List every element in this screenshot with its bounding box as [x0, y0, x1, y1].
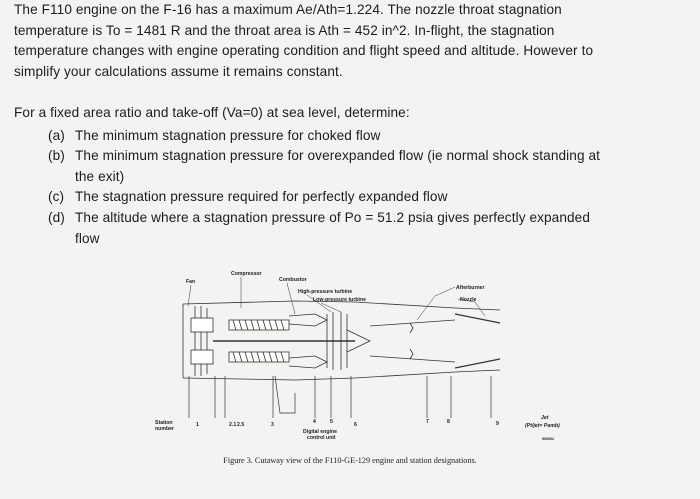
question-text-continued: the exit)	[75, 168, 125, 184]
figure-code: 960602	[542, 437, 554, 441]
question-label: (b)	[48, 148, 65, 164]
station-number-label: number	[155, 426, 175, 432]
station-7: 7	[426, 419, 429, 425]
question-label: (c)	[48, 189, 65, 205]
intro-line: simplify your calculations assume it remains constant.	[14, 63, 343, 79]
station-2-5: 2.5	[237, 422, 245, 428]
question-text: The stagnation pressure required for perfectly expanded flow	[75, 189, 448, 205]
lp-turbine-label: Low-pressure turbine	[313, 297, 367, 303]
intro-line: temperature changes with engine operating condition and flight speed and altitude. However to	[14, 43, 594, 59]
station-2-1: 2.1	[229, 422, 237, 428]
question-c	[14, 187, 694, 208]
station-number-label: Station	[155, 420, 173, 426]
figure-caption: Figure 3. Cutaway view of the F110-GE-129 engine and station designations.	[223, 456, 477, 465]
question-d	[14, 208, 694, 229]
nozzle-label: Nozzle	[460, 297, 477, 303]
station-4: 4	[313, 419, 316, 425]
problem-intro	[14, 0, 694, 82]
combustor-label: Combustor	[279, 277, 307, 283]
intro-line: temperature is To = 1481 R and the throat area is Ath = 452 in^2. In-flight, the stagnation	[14, 22, 555, 38]
engine-outline	[183, 301, 500, 380]
station-1: 1	[196, 422, 199, 428]
question-b	[14, 146, 694, 167]
question-text-continued: flow	[75, 230, 100, 246]
station-numbers	[196, 419, 499, 428]
compressor-label: Compressor	[231, 271, 262, 277]
task-line: For a fixed area ratio and take-off (Va=0) at sea level, determine:	[14, 105, 410, 120]
problem-questions	[14, 103, 694, 249]
intro-line: The F110 engine on the F-16 has a maximum Ae/Ath=1.224. The nozzle throat stagnation	[14, 2, 562, 17]
station-9: 9	[496, 421, 499, 427]
digital-control-label: Digital engine	[303, 429, 338, 435]
question-label: (d)	[48, 209, 65, 225]
hp-turbine-label: High-pressure turbine	[298, 289, 353, 295]
engine-cutaway-figure	[155, 268, 575, 463]
jet-pressure-label: (Pt/jet= Pamb)	[525, 423, 560, 429]
jet-label: Jet	[541, 415, 549, 421]
station-lines	[189, 376, 491, 418]
station-8: 8	[447, 419, 450, 425]
question-a	[14, 126, 694, 147]
station-5: 5	[330, 419, 333, 425]
station-3: 3	[271, 422, 274, 428]
question-text: The minimum stagnation pressure for choked flow	[75, 127, 381, 143]
fan-label: Fan	[186, 279, 196, 285]
station-6: 6	[354, 422, 357, 428]
question-label: (a)	[48, 127, 65, 143]
question-text: The altitude where a stagnation pressure of Po = 51.2 psia gives perfectly expanded	[75, 209, 590, 225]
question-text: The minimum stagnation pressure for overexpanded flow (ie normal shock standing at	[75, 148, 601, 164]
digital-control-label: control unit	[307, 435, 336, 441]
afterburner-label: Afterburner	[456, 285, 485, 291]
